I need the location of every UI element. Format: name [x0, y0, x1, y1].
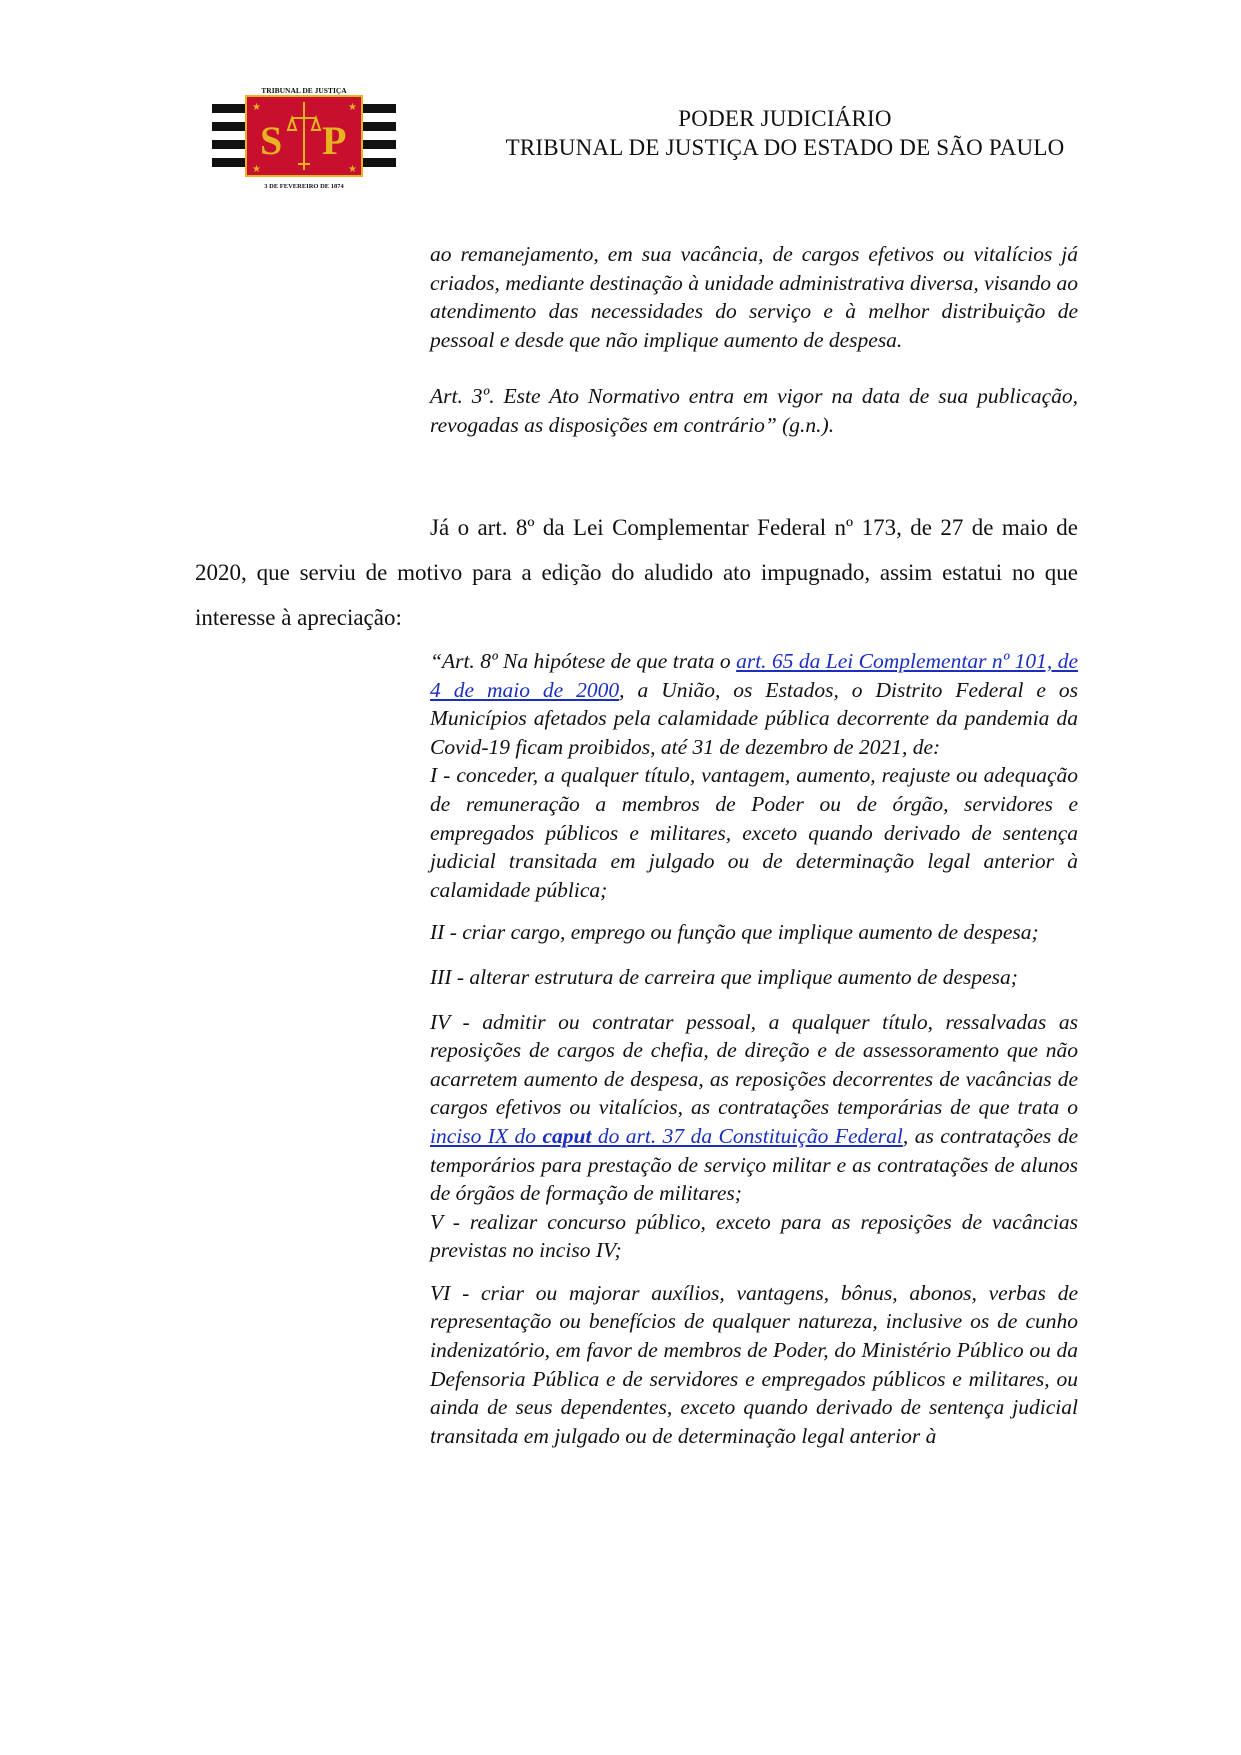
- item-iv: [430, 1008, 1078, 1208]
- item-iv-prefix: IV - admitir ou contratar pessoal, a qualquer título, ressalvadas as reposições de cargos de chefia, de direção e de assessoramento que não acarretem aumento de despesa, as reposições decorrentes de vacâncias de cargos efetivos ou vitalícios, as contratações temporárias de que trata o: [430, 1009, 1078, 1120]
- logo-bottom-text: 3 DE FEVEREIRO DE 1874: [264, 183, 344, 190]
- svg-text:★: ★: [348, 164, 357, 175]
- link-cf-part-b: do art. 37 da Constituição Federal: [591, 1123, 903, 1148]
- item-i: I - conceder, a qualquer título, vantagem, aumento, reajuste ou adequação de remuneração a membros de Poder ou de órgão, servidores e empregados públicos e militares, exceto quando derivado de sentença judicial transitada em julgado ou de determinação legal anterior à calamidade pública;: [430, 763, 1078, 902]
- link-cf-art37-ix[interactable]: [430, 1124, 903, 1148]
- court-header: [460, 104, 1110, 162]
- item-ii: II - criar cargo, emprego ou função que implique aumento de despesa;: [430, 920, 1039, 945]
- logo-letter-s: S: [260, 118, 283, 163]
- item-v: V - realizar concurso público, exceto para as reposições de vacâncias previstas no inciso IV;: [430, 1209, 1078, 1263]
- svg-text:★: ★: [252, 164, 261, 175]
- logo-letter-p: P: [322, 118, 347, 163]
- svg-text:★: ★: [348, 102, 357, 113]
- quote1-paragraph-1: ao remanejamento, em sua vacância, de cargos efetivos ou vitalícios já criados, mediante destinação à unidade administrativa diversa, visando ao atendimento das necessidades do serviço e à melhor distribuição de pessoal e desde que não implique aumento de despesa.: [430, 242, 1078, 352]
- link-cf-caput: caput: [542, 1123, 592, 1148]
- item-iv-suffix: , as contratações de temporários para prestação de serviço militar e as contratações de alunos de órgãos de formação de militares;: [430, 1123, 1079, 1206]
- header-line-1: PODER JUDICIÁRIO: [678, 106, 892, 131]
- item-iii: III - alterar estrutura de carreira que implique aumento de despesa;: [430, 964, 1018, 989]
- item-vi: VI - criar ou majorar auxílios, vantagens, bônus, abonos, verbas de representação ou benefícios de qualquer natureza, inclusive os de cunho indenizatório, em favor de membros de Poder, do Ministério Público ou da Defensoria Pública e de servidores e empregados públicos e militares, ou ainda de seus dependentes, exceto quando derivado de sentença judicial transitada em julgado ou de determinação legal anterior à: [430, 1280, 1078, 1448]
- body-paragraph: Já o art. 8º da Lei Complementar Federal nº 173, de 27 de maio de 2020, que serviu de motivo para a edição do aludido ato impugnado, assim estatui no que interesse à apreciação:: [195, 515, 1078, 630]
- art8-suffix: , a União, os Estados, o Distrito Federal e os Municípios afetados pela calamidade pública decorrente da pandemia da Covid-19 ficam proibidos, até 31 de dezembro de 2021, de:: [430, 677, 1078, 759]
- quote-block-2: [430, 647, 1078, 1450]
- logo-top-text: TRIBUNAL DE JUSTIÇA: [261, 86, 347, 95]
- link-lc-101-art65[interactable]: art. 65 da Lei Complementar nº 101, de 4 de maio de 2000: [430, 649, 1078, 702]
- art8-caput: [430, 647, 1078, 761]
- quote1-paragraph-art3: Art. 3º. Este Ato Normativo entra em vigor na data de sua publicação, revogadas as disposições em contrário” (g.n.).: [430, 384, 1078, 437]
- art8-prefix: “Art. 8º Na hipótese de que trata o: [430, 649, 737, 673]
- body-paragraph-block: [195, 505, 1078, 640]
- svg-text:★: ★: [252, 102, 261, 113]
- tjsp-logo: [212, 84, 396, 194]
- quote-block-1: [430, 240, 1078, 440]
- header-line-2: TRIBUNAL DE JUSTIÇA DO ESTADO DE SÃO PAULO: [505, 135, 1065, 160]
- link-cf-part-a: inciso IX do: [430, 1123, 543, 1148]
